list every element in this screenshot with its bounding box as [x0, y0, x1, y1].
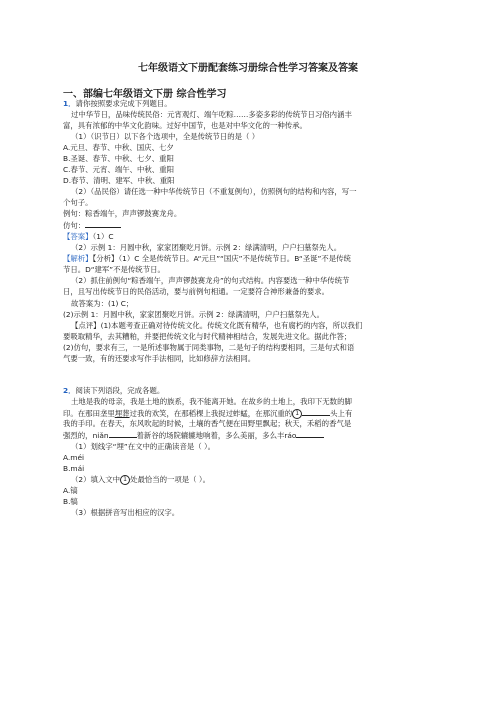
q1-option-c: C.春节、元宵、端午、中秋、重阳 — [63, 165, 174, 174]
q1-passage-line: 过中华节日，品味传统民俗：元宵观灯、端午吃粽……多姿多彩的传统节日习俗内涵丰 — [71, 110, 352, 119]
q1-option-a: A.元旦、春节、中秋、国庆、七夕 — [63, 143, 174, 152]
q2-option-b: B.mái — [63, 464, 85, 473]
q1-subquestion-2-cont: 个句子。 — [63, 198, 93, 207]
pinyin-1: niǎn — [92, 431, 109, 440]
q1-option-d: D.春节、清明、建军、中秋、重阳 — [63, 176, 175, 185]
pinyin-2: ráo — [284, 431, 297, 440]
q1-answer: 【答案】（1）C — [63, 232, 114, 241]
q2-subquestion-1: （1）划线字“埋”在文中的正确读音是（ ）。 — [71, 442, 216, 451]
q1-option-b: B.圣诞、春节、中秋、七夕、重阳 — [63, 154, 174, 163]
q1-comment-line: (2)仿句，要求有三，一是所述事物属于同类事物，二是句子的结构要相同，三是句式和语 — [63, 343, 355, 352]
q1-analysis-line: 节日。D“建军”不是传统节日。 — [63, 265, 165, 274]
q1-subquestion-2: （2）（品民俗）请任选一种中华传统节日（不重复例句），仿照例句的结构和内容，写一 — [71, 187, 357, 196]
q1-comment-line: 要吸取精华，去其糟粕，并要把传统文化与时代精神相结合，发展先进文化。据此作答； — [63, 332, 352, 341]
q1-analysis: 【解析】【分析】（1）C 全是传统节日。A“元旦”“国庆”不是传统节日。B“圣诞”不是传统 — [63, 254, 351, 263]
q2-subquestion-3: （3）根据拼音写出相应的汉字。 — [71, 508, 180, 517]
question-1-stem: 1．请你按照要求完成下列题目。 — [63, 99, 172, 108]
blank-marker-1: 1 — [120, 475, 130, 485]
q2-passage-line: 我的手印。在春天，东风吹起的时候，土壤的香气便在田野里飘起；秋天，禾稻的香气是 — [63, 419, 352, 428]
q2-passage-line: 印。在那田垄里埋葬过我的欢笑，在那稻棵上我捉过蚱蜢，在那沉重的 1 头上有 — [63, 409, 353, 418]
answer-blank — [302, 408, 330, 416]
q1-comment-line: 气要一致，有的还要求写作手法相同，比如修辞方法相同。 — [63, 354, 256, 363]
q2-passage-line: 强烈的，niǎn 着新谷的场院辘辘地响着，多么美丽，多么丰ráo — [63, 430, 324, 441]
q1-answer-2: （2）示例 1：月圆中秋，家家团聚吃月饼。示例 2：绿满清明，户户扫墓祭先人。 — [71, 243, 342, 252]
analysis-tag: 【解析】 — [63, 254, 93, 263]
q1-passage-line: 富，具有浓郁的中华文化韵味。过好中国节，也是对中华文化的一种传承。 — [63, 121, 307, 130]
q2-option-2b: B.犒 — [63, 497, 78, 506]
answer-blank — [296, 430, 324, 438]
q1-analysis-line: 故答案为：(1) C； — [71, 299, 134, 308]
answer-tag: 【答案】 — [63, 232, 93, 241]
comment-tag: 【点评】 — [71, 321, 101, 330]
q2-subquestion-2: （2）填入文中 1 处最恰当的一项是（ ）。 — [71, 475, 210, 484]
q1-analysis-line: 日，且写出传统节日的民俗活动，要与前例句相通。一定要符合神形兼备的要求。 — [63, 287, 330, 296]
q1-subquestion-1: （1）（识节日）以下各个选项中，全是传统节日的是（ ） — [71, 132, 260, 141]
section-heading: 一、部编七年级语文下册 综合性学习 — [63, 89, 227, 100]
document-title: 七年级语文下册配套练习册综合性学习答案及答案 — [138, 63, 358, 74]
blank-marker-1: 1 — [292, 409, 302, 419]
answer-blank — [109, 430, 137, 438]
q2-option-2a: A.镐 — [63, 486, 78, 495]
answer-blank — [85, 220, 121, 228]
q1-example-sentence: 例句：粽香端午，声声锣鼓赛龙舟。 — [63, 209, 182, 218]
q1-imitate-line: 仿句： — [63, 220, 121, 231]
q1-comment: 【点评】(1)本题考查正确对待传统文化。传统文化既有精华，也有腐朽的内容，所以我们 — [71, 321, 363, 330]
question-2-stem: 2．阅读下列语段，完成各题。 — [63, 386, 165, 395]
q2-option-a: A.méi — [63, 453, 85, 462]
underlined-word: 埋葬 — [114, 409, 130, 418]
q1-analysis-line: (2)示例 1：月圆中秋，家家团聚吃月饼。示例 2：绿满清明，户户扫墓祭先人。 — [63, 310, 325, 319]
q2-passage-line: 土地是我的母亲，我是土地的族系，我不能离开她。在故乡的土地上，我印下无数的脚 — [71, 397, 352, 406]
q1-analysis-line: （2）抓住前例句“粽香端午，声声锣鼓赛龙舟”的句式结构。内容要选一种中华传统节 — [71, 276, 350, 285]
